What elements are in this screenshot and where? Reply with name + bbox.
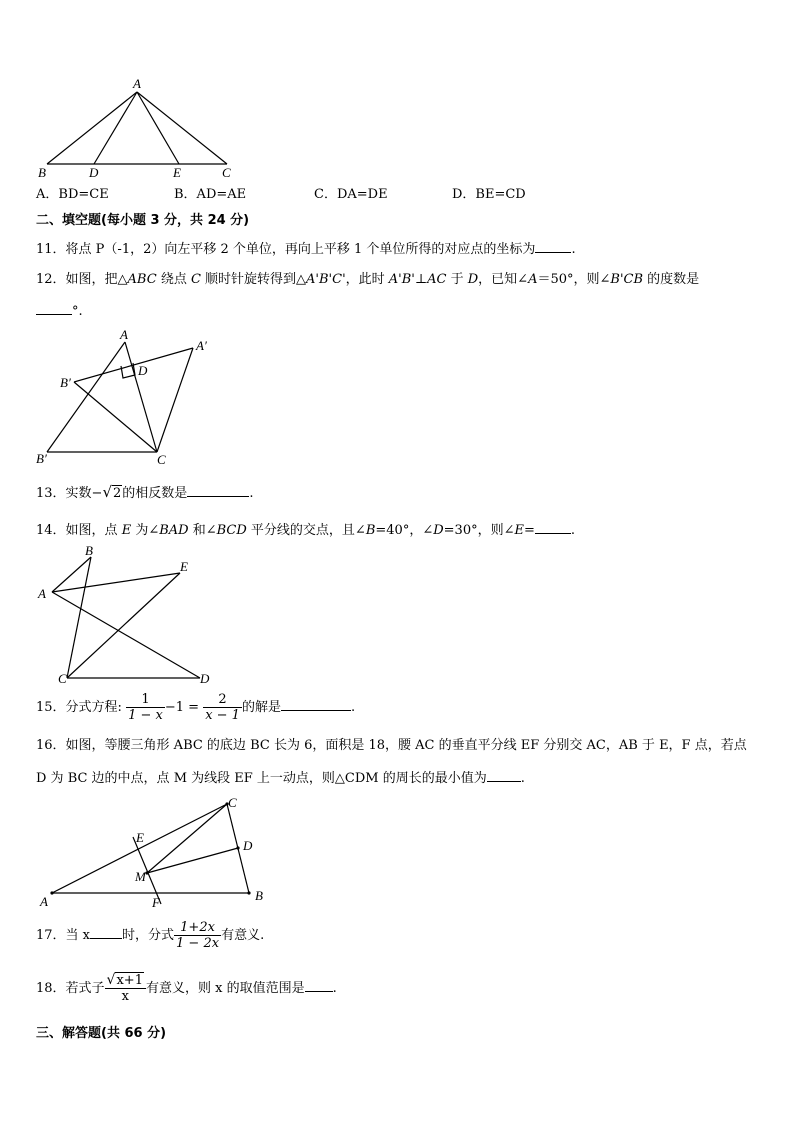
fraction-numerator: 2	[203, 692, 242, 708]
section-heading-solve: 三、解答题(共 66 分)	[36, 1026, 167, 1041]
q14-text: 14．如图，点	[36, 523, 122, 538]
q14-text: =	[523, 523, 535, 538]
q14-text: BCD	[216, 523, 247, 538]
q12-text: 顺时针旋转得到△	[200, 272, 307, 287]
fraction	[174, 920, 221, 951]
point-label-b: B	[38, 165, 46, 180]
q12-text: B'CB	[610, 272, 644, 287]
answer-blank	[36, 302, 72, 315]
answer-blank	[187, 484, 249, 497]
point-label-a: A	[40, 894, 48, 909]
question-17	[36, 920, 264, 951]
point-label-d: D	[138, 363, 148, 378]
option-c: C．DA=DE	[314, 187, 388, 202]
question-12	[36, 271, 699, 289]
q17-text: 时，分式	[122, 928, 175, 943]
fraction-2	[203, 692, 242, 723]
q17-text: 17．当 x	[36, 928, 91, 943]
q13-text: 13．实数	[36, 486, 92, 501]
fraction-denominator: x − 1	[205, 708, 240, 723]
q12-degree: °.	[72, 304, 83, 319]
point-label-b: B′	[36, 451, 47, 466]
sqrt-symbol-icon: √	[106, 972, 116, 988]
fraction-1	[126, 692, 165, 723]
question-16-line-2: D 为 BC 边的中点，点 M 为线段 EF 上一动点，则△CDM 的周长的最小值为 .	[36, 771, 525, 786]
q12-text: 于	[446, 272, 468, 287]
q14-text: 和∠	[188, 523, 217, 538]
q14-text: BAD	[159, 523, 189, 538]
fraction-numerator: 1+2x	[174, 920, 221, 936]
point-label-c: C	[228, 795, 237, 810]
question-16-line-1: 16．如图，等腰三角形 ABC 的底边 BC 长为 6，面积是 18，腰 AC 的垂直平分线 EF 分别交 AC，AB 于 E，F 点，若点	[36, 738, 747, 753]
answer-blank	[535, 240, 571, 253]
triangle-figure-q10	[30, 75, 250, 185]
answer-blank	[305, 979, 333, 992]
point-label-d: D	[89, 165, 99, 180]
point-label-d: D	[200, 671, 210, 686]
point-label-a: A	[38, 586, 46, 601]
q12-text: D	[467, 272, 479, 287]
option-d: D．BE=CD	[452, 187, 526, 202]
q15-text: 的解是	[241, 700, 281, 715]
q12-text: ⊥	[414, 272, 428, 287]
q12-text: 绕点	[156, 272, 191, 287]
point-label-f: F	[152, 895, 160, 910]
q14-text: 平分线的交点，且∠	[246, 523, 366, 538]
q13-radicand: 2	[113, 486, 122, 501]
rotation-figure-q12	[30, 325, 230, 470]
answer-blank	[281, 698, 351, 711]
question-13: 13．实数−√2的相反数是 .	[36, 483, 254, 501]
point-label-m: M	[135, 869, 146, 884]
fraction-numerator: 1	[126, 692, 165, 708]
question-11: 11．将点 P（-1，2）向左平移 2 个单位，再向上平移 1 个单位所得的对应点的坐标为 .	[36, 242, 576, 257]
q14-text: E	[121, 523, 132, 538]
q12-text: ABC	[127, 272, 157, 287]
q15-minus-one: −1 =	[164, 700, 200, 715]
point-label-a: A	[120, 327, 128, 342]
point-label-a: A	[133, 76, 141, 91]
q14-text: =30°，则∠	[443, 523, 515, 538]
question-15: 15．分式方程: $\frac{1}{1 - x}$ −1 = $\frac{2}{x - 1}$ 的解是 .	[36, 692, 356, 723]
q12-text: A	[528, 272, 538, 287]
question-12-cont	[36, 302, 83, 321]
point-label-a-prime: A′	[196, 338, 207, 353]
q12-text: A'B'	[388, 272, 415, 287]
q13-minus: −	[91, 486, 103, 501]
radical-fraction	[105, 973, 146, 1004]
q12-text: ＝50°，则∠	[537, 272, 611, 287]
q12-text: ，已知∠	[478, 272, 529, 287]
angle-bisector-figure-q14	[30, 540, 220, 690]
answer-blank	[535, 521, 571, 534]
point-label-c: C	[222, 165, 231, 180]
option-b: B．AD=AE	[174, 187, 247, 202]
answer-blank	[90, 926, 122, 939]
option-a: A．BD=CE	[36, 187, 109, 202]
point-label-d: D	[243, 838, 253, 853]
answer-blank	[487, 769, 521, 782]
radicand: x+1	[116, 973, 143, 988]
q18-text: 有意义，则 x 的取值范围是	[145, 981, 305, 996]
q14-text: D	[433, 523, 444, 538]
question-14: 14．如图，点 E 为∠BAD 和∠BCD 平分线的交点，且∠B=40°，∠D=30°，则∠E= .	[36, 523, 576, 538]
q12-text: C	[190, 272, 201, 287]
fraction-denominator: 1 − 2x	[176, 936, 220, 951]
q14-text: 为∠	[131, 523, 160, 538]
question-11-text: 11．将点 P（-1，2）向左平移 2 个单位，再向上平移 1 个单位所得的对应点的坐标为	[36, 242, 536, 257]
q15-text: 15．分式方程:	[36, 700, 122, 715]
point-label-b: B	[255, 888, 263, 903]
point-label-e: E	[136, 830, 144, 845]
point-label-e: E	[173, 165, 181, 180]
point-label-c: C	[157, 452, 166, 467]
q17-text: 有意义.	[221, 928, 265, 943]
q14-text: E	[514, 523, 524, 538]
q14-text: B	[365, 523, 376, 538]
isosceles-figure-q16	[30, 790, 280, 915]
q12-text: AC	[427, 272, 447, 287]
fraction-denominator: x	[121, 989, 129, 1004]
fraction-denominator: 1 − x	[128, 708, 163, 723]
q18-text: 18．若式子	[36, 981, 105, 996]
question-18: 18．若式子 $\frac{√x+1}{x}$ 有意义，则 x 的取值范围是 .	[36, 972, 337, 1004]
q13-text: 的相反数是	[122, 486, 188, 501]
point-label-e: E	[180, 559, 188, 574]
sqrt-symbol-icon: √	[102, 483, 113, 501]
q12-text: ，此时	[345, 272, 389, 287]
q16-text: D 为 BC 边的中点，点 M 为线段 EF 上一动点，则△CDM 的周长的最小值为	[36, 771, 487, 786]
q14-text: =40°，∠	[375, 523, 434, 538]
section-heading-fill: 二、填空题(每小题 3 分，共 24 分)	[36, 213, 250, 228]
q12-text: 12．如图，把△	[36, 272, 128, 287]
point-label-c: C	[58, 671, 67, 686]
point-label-b-prime: B′	[60, 375, 71, 390]
point-label-b: B	[85, 543, 93, 558]
q12-text: 的度数是	[643, 272, 700, 287]
q12-text: A'B'C'	[306, 272, 346, 287]
